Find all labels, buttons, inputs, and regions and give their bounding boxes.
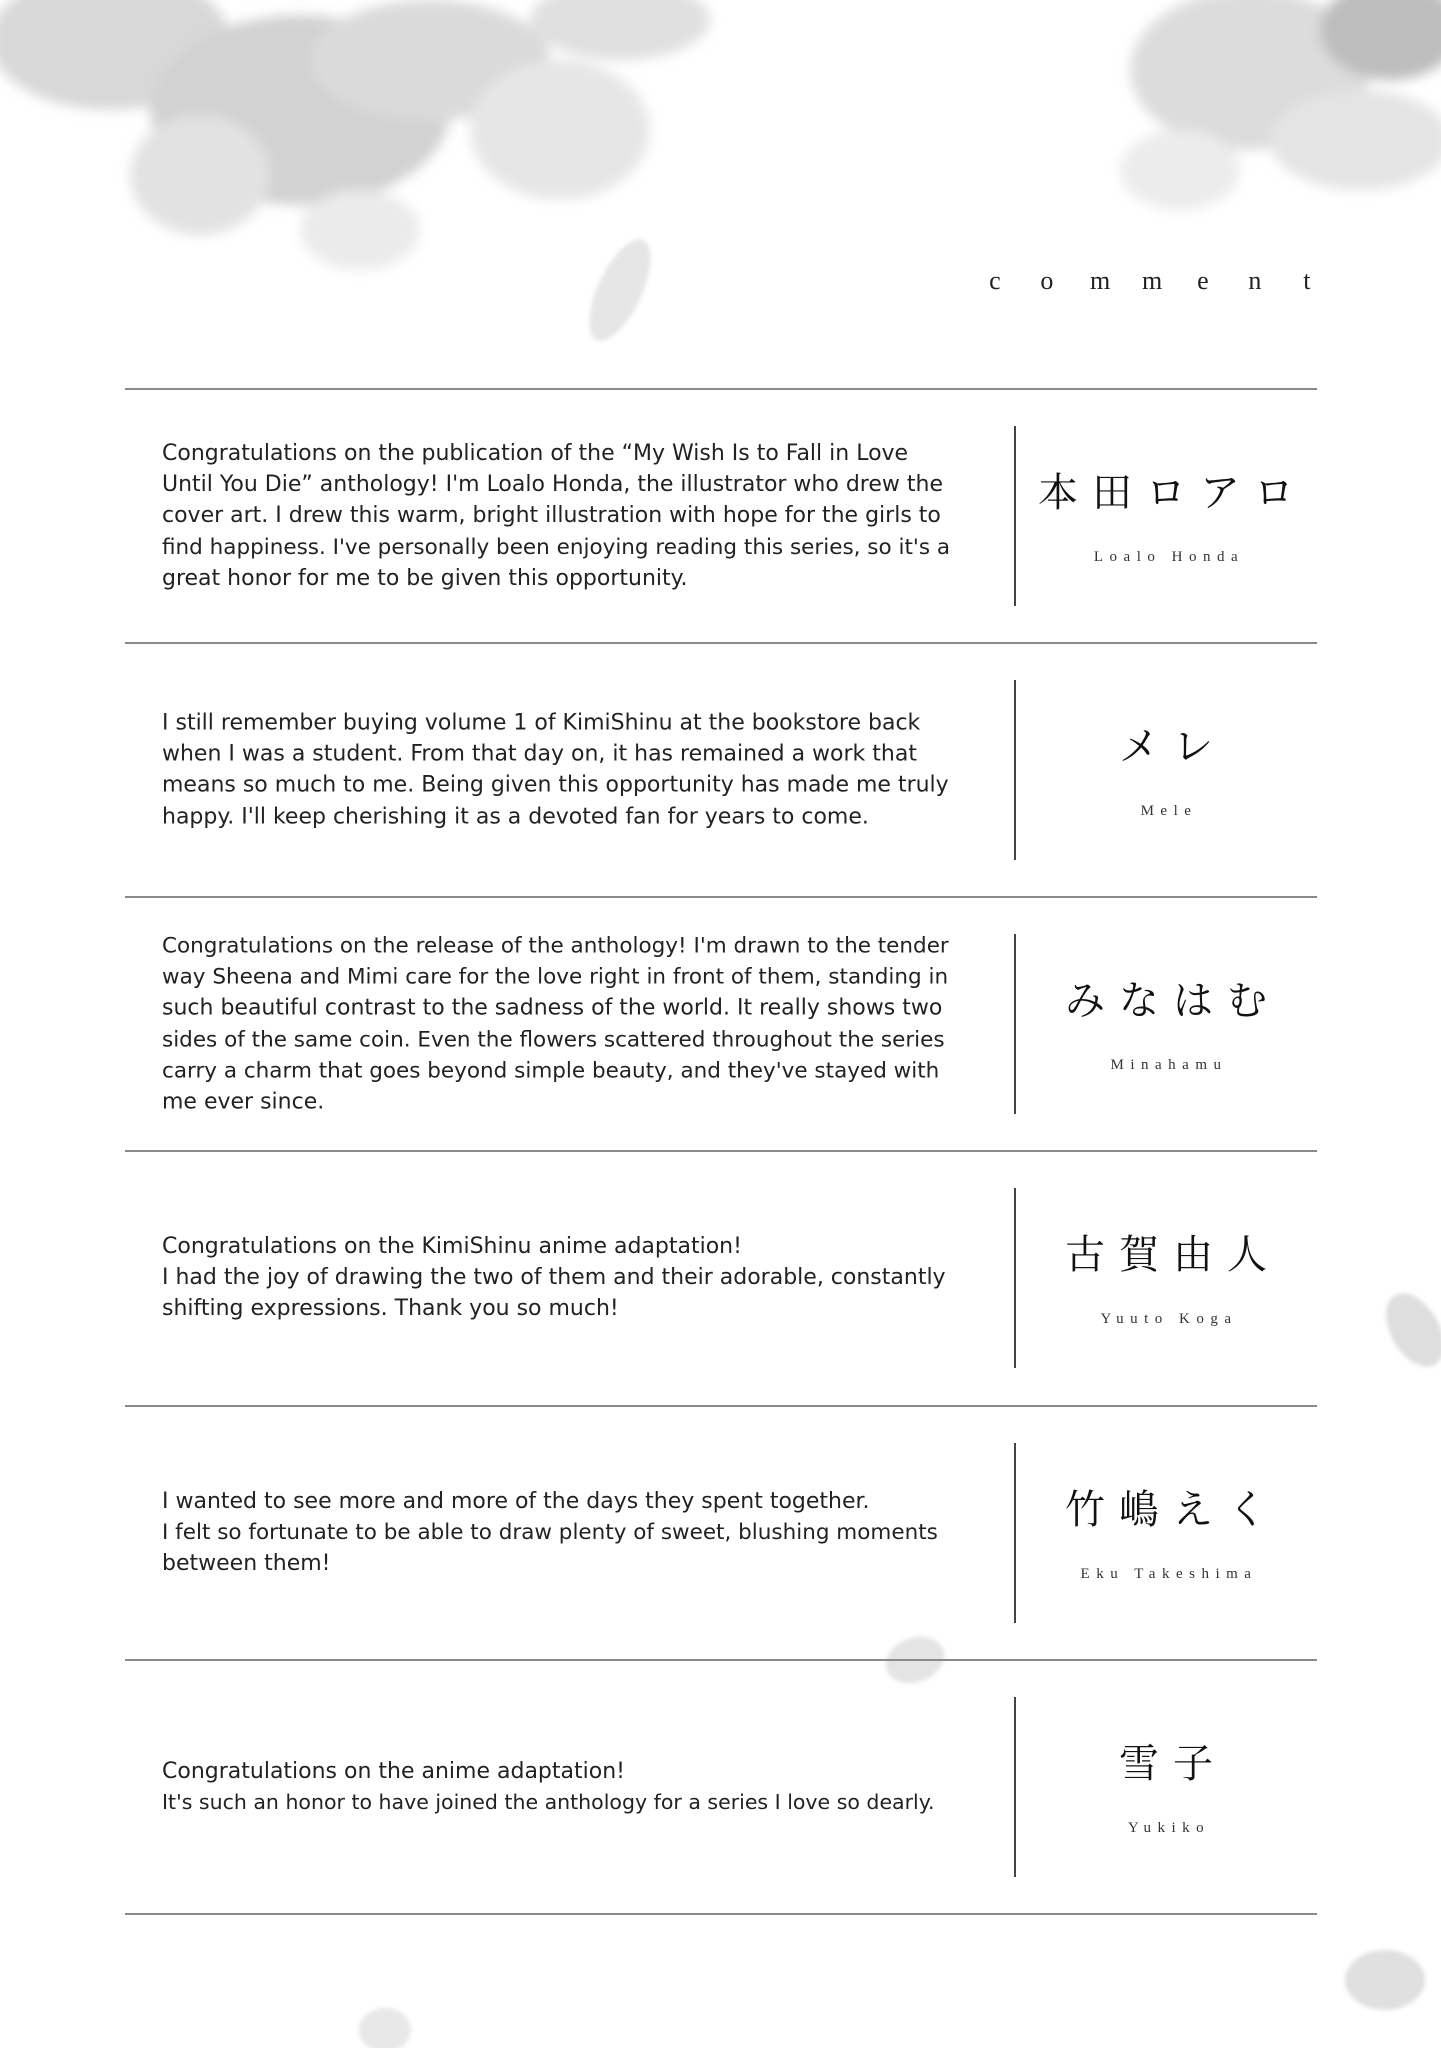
section-divider xyxy=(125,1913,1317,1915)
comment-text: Congratulations on the anime adaptation! It's such an honor to have joined the anthology for a series I love so dearly. xyxy=(162,1758,935,1814)
author-name-romanized: Yukiko xyxy=(1127,1820,1211,1836)
author-name-romanized: Minahamu xyxy=(1110,1057,1228,1073)
comment-text: I still remember buying volume 1 of KimiShinu at the bookstore back when I was a student. From that day on, it has remained a work that means so much to me. Being given this opportunity has made me truly happy. I'll keep cherishing it as a devoted fan for years to come. xyxy=(162,710,949,830)
author-name-japanese: 雪子 xyxy=(1119,1741,1227,1787)
heading-letter: t xyxy=(1303,266,1311,295)
heading-letter: e xyxy=(1197,266,1209,295)
author-name-japanese: 本田ロアロ xyxy=(1038,470,1308,516)
comment-text: Congratulations on the release of the anthology! I'm drawn to the tender way Sheena and Mimi care for the love right in front of them, standing in such beautiful contrast to the sadness of the world. It really shows two sides of the same coin. Even the flowers scattered throughout the series carry a charm that goes beyond simple beauty, and they've stayed with me ever since. xyxy=(162,933,949,1115)
author-name-romanized: Yuuto Koga xyxy=(1100,1311,1238,1327)
comment-text: Congratulations on the publication of the “My Wish Is to Fall in Love Until You Die” anthology! I'm Loalo Honda, the illustrator who drew the cover art. I drew this warm, bright illustration with hope for the girls to find happiness. I've personally been enjoying reading this series, so it's a great honor for me to be given this opportunity. xyxy=(162,440,951,591)
author-name-japanese: みなはむ xyxy=(1065,978,1281,1024)
comment-entry xyxy=(125,643,1317,897)
comment-entry xyxy=(125,389,1317,643)
heading-letter: o xyxy=(1040,266,1054,295)
heading-letter: c xyxy=(989,266,1001,295)
comment-entry xyxy=(125,1660,1317,1914)
author-name-japanese: 古賀由人 xyxy=(1065,1232,1281,1278)
author-name-romanized: Eku Takeshima xyxy=(1080,1566,1258,1582)
page-title xyxy=(986,266,1316,296)
comment-entry xyxy=(125,1151,1317,1405)
comment-entry xyxy=(125,1406,1317,1660)
author-name-romanized: Mele xyxy=(1140,803,1198,819)
author-name-japanese: メレ xyxy=(1119,724,1227,770)
comment-entry xyxy=(125,897,1317,1151)
heading-letter: m xyxy=(1142,266,1163,295)
heading-letter: m xyxy=(1090,266,1111,295)
heading-letter: n xyxy=(1248,266,1262,295)
comment-text: Congratulations on the KimiShinu anime adaptation! I had the joy of drawing the two of them and their adorable, constantly shifting expressions. Thank you so much! xyxy=(162,1234,946,1322)
author-name-japanese: 竹嶋えく xyxy=(1065,1487,1281,1533)
author-name-romanized: Loalo Honda xyxy=(1093,549,1245,565)
comment-text: I wanted to see more and more of the days they spent together. I felt so fortunate to be able to draw plenty of sweet, blushing moments between them! xyxy=(162,1489,938,1577)
